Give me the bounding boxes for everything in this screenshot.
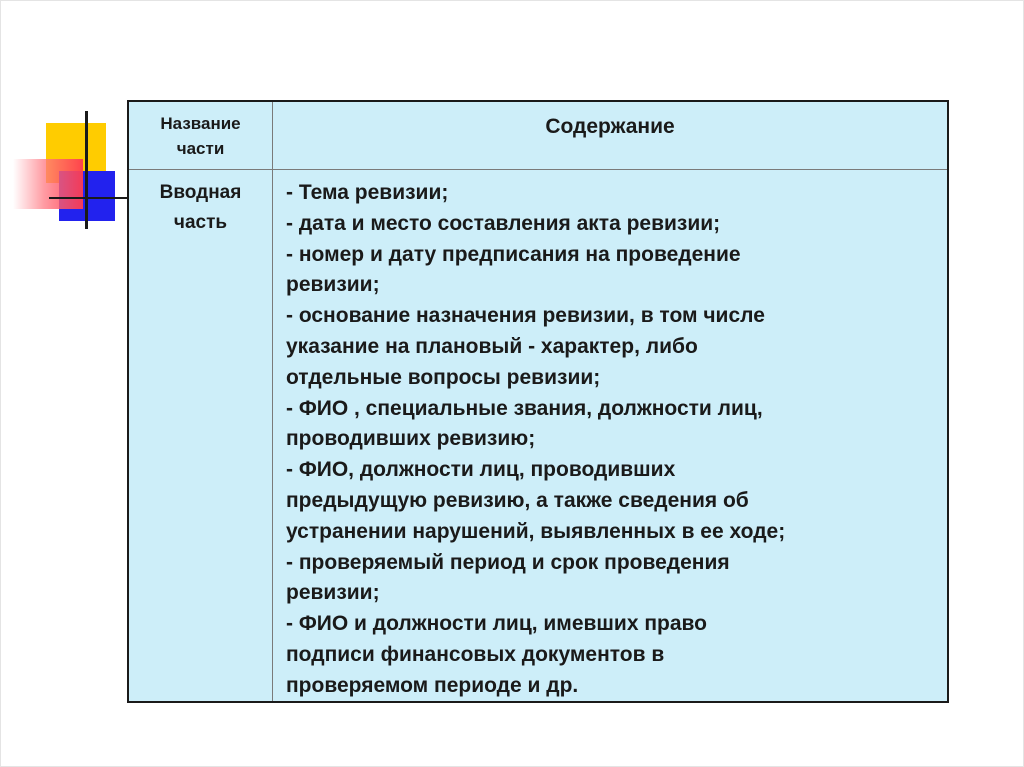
ornament-vertical-line [85, 111, 88, 229]
content-line: проверяемом периоде и др. [286, 673, 579, 697]
content-line: предыдущую ревизию, а также сведения об [286, 488, 749, 512]
header-part-name-text: Название части [160, 113, 241, 158]
content-line: - ФИО , специальные звания, должности лиц, [286, 396, 763, 420]
content-line: ревизии; [286, 581, 380, 605]
header-divider [129, 169, 947, 170]
content-line: - ФИО и должности лиц, имевших право [286, 612, 708, 636]
content-line: - номер и дату предписания на проведение [286, 242, 741, 266]
ornament-red-gradient [13, 159, 83, 209]
header-content [273, 102, 947, 152]
decorative-ornament [1, 1, 141, 241]
content-line: - Тема ревизии; [286, 181, 449, 204]
header-part-name [129, 102, 272, 169]
content-line: проводивших ревизию; [286, 427, 536, 451]
content-line: подписи финансовых документов в [286, 642, 665, 666]
row-content-list [286, 178, 946, 702]
content-line: указание на плановый - характер, либо [286, 334, 698, 358]
content-line: - проверяемый период и срок проведения [286, 550, 730, 574]
content-line: устранении нарушений, выявленных в ее ходе; [286, 519, 786, 543]
content-line: ревизии; [286, 273, 380, 297]
act-structure-table [127, 100, 949, 703]
column-divider [272, 102, 273, 701]
content-line: отдельные вопросы ревизии; [286, 365, 601, 389]
header-content-text: Содержание [545, 115, 675, 138]
row-part-name: Вводная часть [159, 182, 242, 233]
content-line: - дата и место составления акта ревизии; [286, 211, 721, 235]
content-line: - основание назначения ревизии, в том числе [286, 304, 765, 328]
content-line: - ФИО, должности лиц, проводивших [286, 458, 676, 482]
